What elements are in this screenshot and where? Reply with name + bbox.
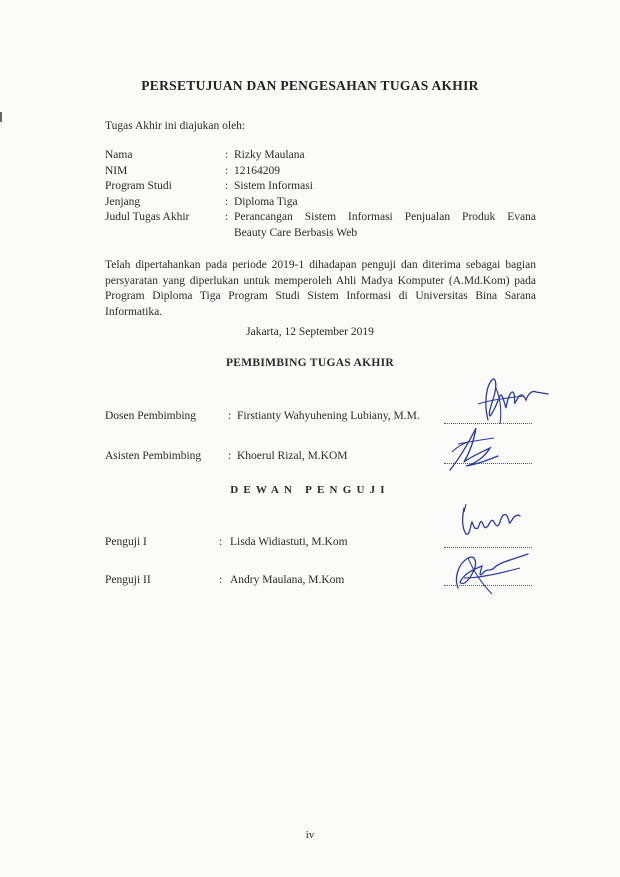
page-title: PERSETUJUAN DAN PENGESAHAN TUGAS AKHIR [141,78,479,93]
examiner-label: Penguji II [105,574,151,586]
examiner-heading: DEWAN PENGUJI [230,484,390,496]
field-label: NIM [105,165,128,177]
field-value: 12164209 [234,165,280,177]
supervisor-label: Asisten Pembimbing [105,450,202,462]
signature-asisten-pembimbing [444,422,508,474]
supervisor-label: Dosen Pembimbing [105,410,197,422]
examiner-colon: : [219,574,223,586]
field-label: Judul Tugas Akhir [105,211,190,223]
field-colon: : [225,211,229,223]
signature-penguji-2 [448,548,532,600]
date-line: Jakarta, 12 September 2019 [246,326,374,338]
field-value: Rizky Maulana [234,149,305,161]
supervisor-colon: : [228,410,232,422]
page-number: iv [305,829,315,841]
approval-paragraph: Telah dipertahankan pada periode 2019-1 dihadapan penguji dan diterima sebagai bagian persyaratan yang diperlukan untuk memperoleh Ahli Madya Komputer (A.Md.Kom) pada Program Diploma Tiga Program Studi Sistem Informasi di Universitas Bina Sarana Informatika. [105,259,536,318]
examiner-colon: : [219,536,223,548]
supervisor-name: Firstianty Wahyuhening Lubiany, M.M. [237,410,420,422]
examiner-name: Lisda Widiastuti, M.Kom [230,536,348,548]
field-value: Sistem Informasi [234,180,313,192]
field-label: Jenjang [105,196,141,208]
supervisor-colon: : [228,450,232,462]
examiner-name: Andry Maulana, M.Kom [230,574,345,586]
examiner-label: Penguji I [105,536,147,548]
field-label: Nama [105,149,133,161]
signature-penguji-1 [458,500,524,540]
field-value-line1: Perancangan Sistem Informasi Penjualan Produk Evana [234,211,536,223]
supervisor-name: Khoerul Rizal, M.KOM [237,450,348,462]
intro-text: Tugas Akhir ini diajukan oleh: [105,120,246,132]
supervisor-heading: PEMBIMBING TUGAS AKHIR [225,357,395,369]
field-colon: : [225,180,229,192]
field-value-line2: Beauty Care Berbasis Web [234,227,358,239]
field-value: Diploma Tiga [234,196,298,208]
field-label: Program Studi [105,180,172,192]
field-colon: : [225,165,229,177]
scan-mark [0,112,2,122]
field-colon: : [225,196,229,208]
field-colon: : [225,149,229,161]
